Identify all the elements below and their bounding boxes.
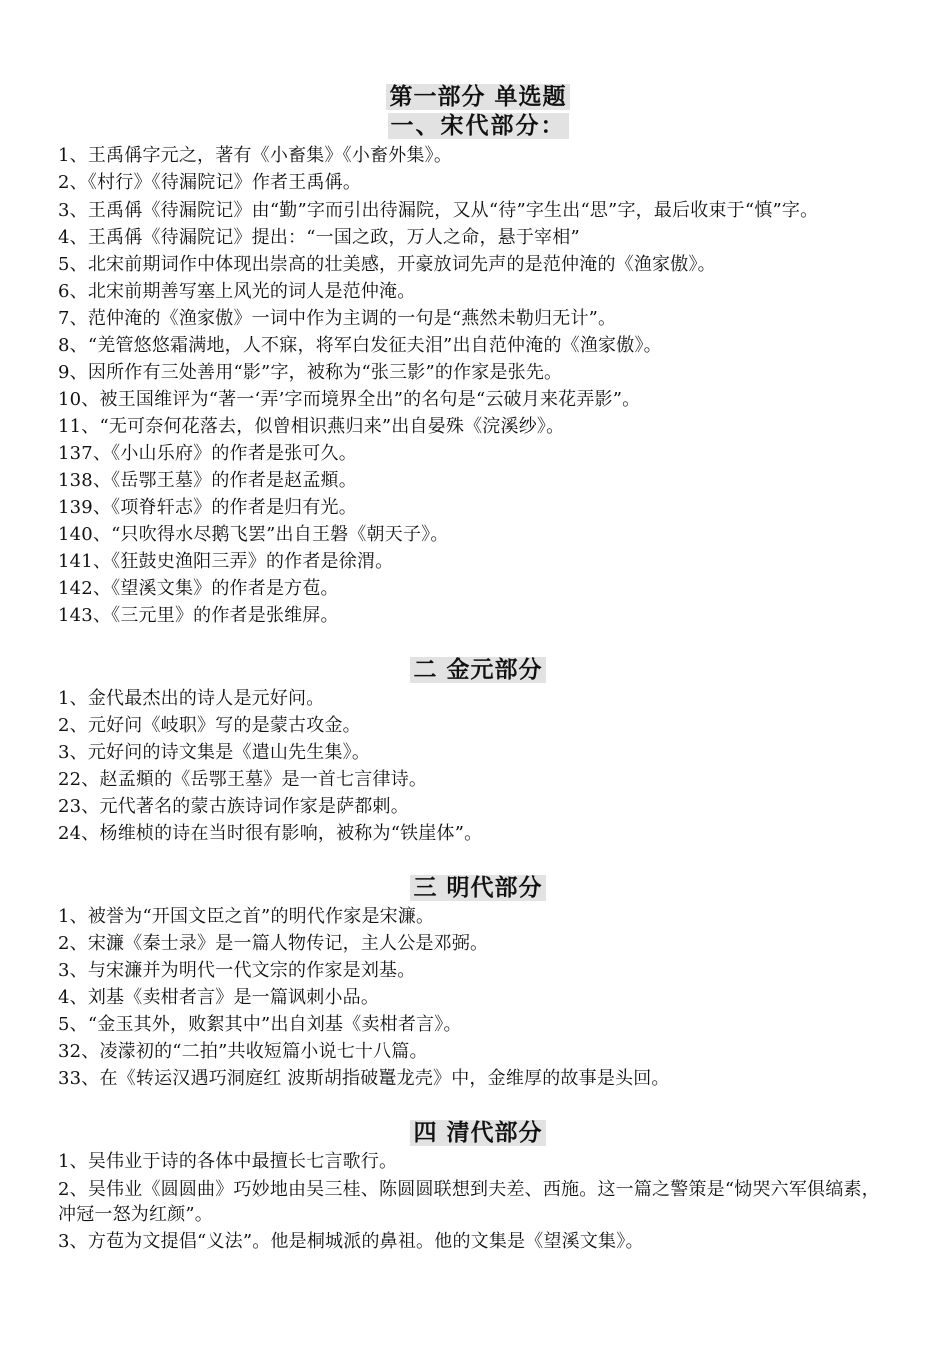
page-title-text: 第一部分 单选题 xyxy=(386,84,569,110)
section-heading-text: 二 金元部分 xyxy=(410,657,545,683)
list-item: 1、吴伟业于诗的各体中最擅长七言歌行。 xyxy=(58,1151,398,1172)
section-heading xyxy=(58,655,898,685)
list-item: 140、“只吹得水尽鹅飞罢”出自王磐《朝天子》。 xyxy=(58,524,449,545)
list-item: 2、宋濂《秦士录》是一篇人物传记，主人公是邓弼。 xyxy=(58,933,489,954)
section-heading xyxy=(58,1118,898,1148)
list-item: 3、元好问的诗文集是《遣山先生集》。 xyxy=(58,742,371,763)
section-heading-text: 一、宋代部分： xyxy=(388,113,569,139)
list-item: 138、《岳鄂王墓》的作者是赵孟頫。 xyxy=(58,470,357,491)
list-item: 22、赵孟頫的《岳鄂王墓》是一首七言律诗。 xyxy=(58,769,428,790)
page-title xyxy=(58,82,898,112)
list-item: 3、与宋濂并为明代一代文宗的作家是刘基。 xyxy=(58,960,416,981)
list-item: 2、吴伟业《圆圆曲》巧妙地由吴三桂、陈圆圆联想到夫差、西施。这一篇之警策是“恸哭六军俱缟素，冲冠一怒为红颜”。 xyxy=(58,1179,880,1225)
list-item: 10、被王国维评为“著一‘弄’字而境界全出”的名句是“云破月来花弄影”。 xyxy=(58,389,641,410)
list-item: 5、北宋前期词作中体现出崇高的壮美感，开豪放词先声的是范仲淹的《渔家傲》。 xyxy=(58,254,716,275)
list-item: 142、《望溪文集》的作者是方苞。 xyxy=(58,578,339,599)
list-item: 23、元代著名的蒙古族诗词作家是萨都剌。 xyxy=(58,796,409,817)
section-heading xyxy=(58,873,898,903)
list-item: 141、《狂鼓史渔阳三弄》的作者是徐渭。 xyxy=(58,551,394,572)
section-ming xyxy=(58,873,898,1092)
section-jin-yuan xyxy=(58,655,898,847)
section-heading-text: 四 清代部分 xyxy=(410,1120,545,1146)
list-item: 32、凌濛初的“二拍”共收短篇小说七十八篇。 xyxy=(58,1041,428,1062)
list-item: 1、被誉为“开国文臣之首”的明代作家是宋濂。 xyxy=(58,906,435,927)
list-item: 4、王禹偁《待漏院记》提出：“一国之政，万人之命，悬于宰相” xyxy=(58,227,580,248)
section-heading xyxy=(58,112,898,140)
list-item: 6、北宋前期善写塞上风光的词人是范仲淹。 xyxy=(58,281,416,302)
list-item: 4、刘基《卖柑者言》是一篇讽刺小品。 xyxy=(58,987,380,1008)
list-item: 137、《小山乐府》的作者是张可久。 xyxy=(58,443,357,464)
list-item: 3、王禹偁《待漏院记》由“勤”字而引出待漏院，又从“待”字生出“思”字，最后收束于“慎”字。 xyxy=(58,200,819,221)
list-item: 2、《村行》《待漏院记》作者王禹偁。 xyxy=(58,172,362,193)
section-heading-text: 三 明代部分 xyxy=(410,875,545,901)
list-item: 9、因所作有三处善用“影”字，被称为“张三影”的作家是张先。 xyxy=(58,362,563,383)
list-item: 5、“金玉其外，败絮其中”出自刘基《卖柑者言》。 xyxy=(58,1014,462,1035)
list-item: 139、《项脊轩志》的作者是归有光。 xyxy=(58,497,357,518)
section-qing xyxy=(58,1118,898,1255)
list-item: 3、方苞为文提倡“义法”。他是桐城派的鼻祖。他的文集是《望溪文集》。 xyxy=(58,1231,644,1252)
list-item: 33、在《转运汉遇巧洞庭红 波斯胡指破鼍龙壳》中，金维厚的故事是头回。 xyxy=(58,1068,670,1089)
section-song xyxy=(58,112,898,629)
list-item: 143、《三元里》的作者是张维屏。 xyxy=(58,605,339,626)
list-item: 1、王禹偁字元之，著有《小畜集》《小畜外集》。 xyxy=(58,145,453,166)
list-item: 7、范仲淹的《渔家傲》一词中作为主调的一句是“燕然未勒归无计”。 xyxy=(58,308,617,329)
list-item: 2、元好问《岐职》写的是蒙古攻金。 xyxy=(58,715,361,736)
list-item: 24、杨维桢的诗在当时很有影响，被称为“铁崖体”。 xyxy=(58,823,483,844)
list-item: 11、“无可奈何花落去，似曾相识燕归来”出自晏殊《浣溪纱》。 xyxy=(58,416,565,437)
list-item: 8、“羌管悠悠霜满地，人不寐，将军白发征夫泪”出自范仲淹的《渔家傲》。 xyxy=(58,335,662,356)
document-page xyxy=(58,82,898,1255)
list-item: 1、金代最杰出的诗人是元好问。 xyxy=(58,688,325,709)
